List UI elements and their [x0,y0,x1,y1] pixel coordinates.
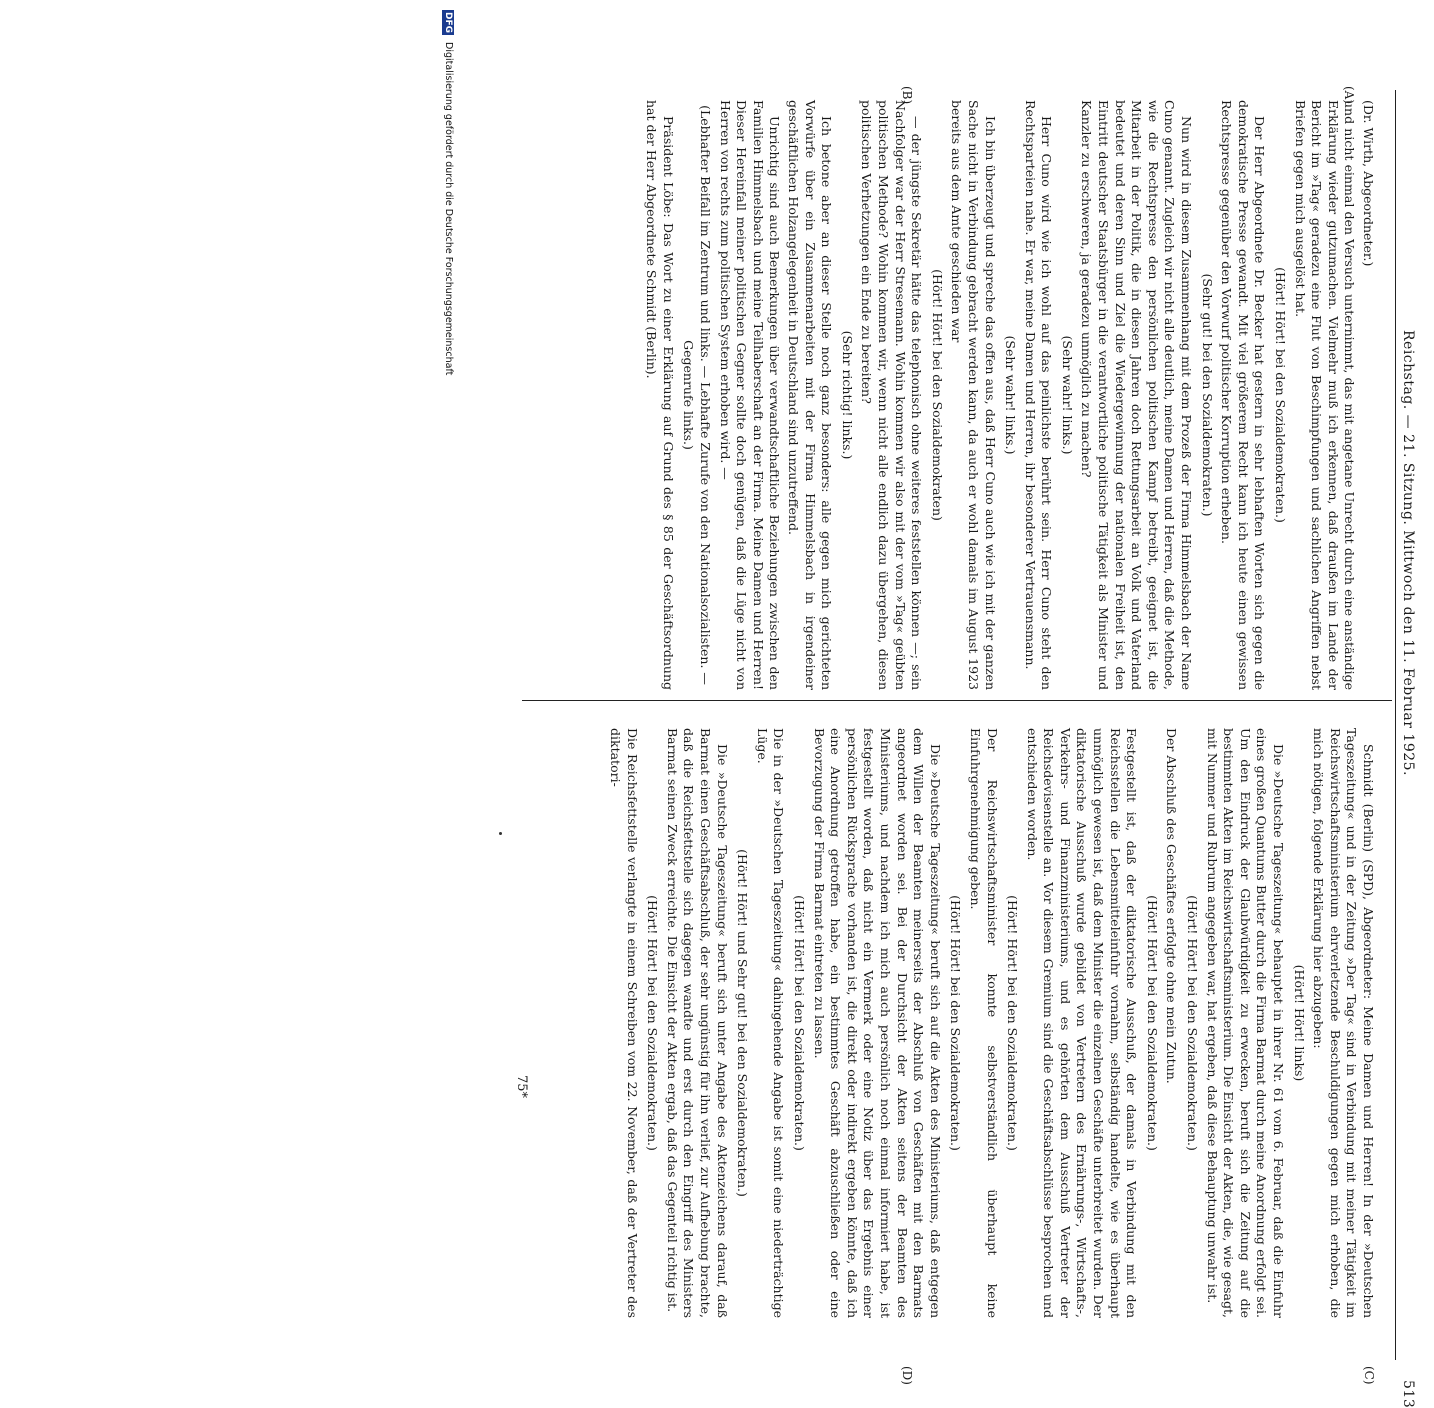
paragraph: Nun wird in diesem Zusammenhang mit dem Prozeß der Firma Himmelsbach der Name Cuno genannt. Zugleich wir nicht alle deutlich, meine Damen und Herren, daß die Methode, wie die Rechtspresse den persönlichen politischen Kampf betreibt, geeignet ist, die Mitarbeit in der Politik, die in diesen Jahren doch Rettungsarbeit an Volk und Vaterland bedeutet und deren Sinn und Ziel die Wiedergewinnung der nationalen Freiheit ist, den Eintritt deutscher Staatsbürger in die verantwortliche politische Tätigkeit als Minister und Kanzler zu erschweren, ja geradezu unmöglich zu machen? [1079,100,1195,690]
page-header: Reichstag. — 21. Sitzung. Mittwoch den 11. Februar 1925. [1400,330,1416,776]
paragraph: Die »Deutsche Tageszeitung« behauptet in ihrer Nr. 61 vom 6. Februar, daß die Einfuhr eines großen Quantums Butter durch die Firma Barmat durch meine Anordnung erfolgt sei. Um den Eindruck der Glaubwürdigkeit zu erwecken, beruft sich die Zeitung auf die bestimmten Akten im Reichswirtschaftsministerium. Die Einsicht der Akten, die, wie gesagt, mit Nummer und Rubrum angegeben war, hat ergeben, daß diese Behauptung unwahr ist. [1204,728,1287,1318]
paragraph: Die »Deutsche Tageszeitung« beruft sich auf die Akten des Ministeriums, daß entgegen dem Willen der Beamten meinerseits der Abschluß von Geschäften mit den Barmats angeordnet worden sei. Bei der Durchsicht der Akten seitens der Beamten des Ministeriums, und nachdem ich mich auch persönlich noch einmal informiert habe, ist festgestellt worden, daß nicht ein Vermerk oder eine Notiz über das Ergebnis einer persönlichen Rücksprache vorhanden ist, die direkt oder indirekt ergeben könnte, daß ich eine Anordnung getroffen habe, ein bestimmtes Geschäft abzuschließen oder eine Bevorzugung der Firma Barmat eintreten zu lassen. [811,728,943,1318]
margin-marker-b: (B) [900,86,914,105]
paragraph: Die Reichsfettstelle verlangte in einem Schreiben vom 22. November, daß der Vertreter des diktatori- [608,728,640,1318]
interjection: (Sehr gut! bei den Sozialdemokraten.) [1199,273,1215,517]
digitization-note [442,10,454,1010]
paragraph: und nicht einmal den Versuch unternimmt, das mit angetane Unrecht durch eine anständige Erklärung wieder gutzumachen. Vielmehr muß ich erkennen, daß draußen im Lande der Bericht im »Tag« geradezu eine Flut von Beschimpfungen und sachlichen Angriffen nebst Briefen gegen mich ausgelöst hat. [1292,100,1358,690]
interjection: (Sehr wahr! links.) [1059,335,1075,455]
speaker-statement: Schmidt (Berlin) (SPD), Abgeordneter: Meine Damen und Herren! In der »Deutschen Tageszeitung« und in der Zeitung »Der Tag« sind in Verbindung mit meiner Tätigkeit im Reichswirtschaftsministerium ehrverletzende Beschuldigungen gegen mich erhoben, die mich nötigen, folgende Erklärung hier abzugeben: [1311,728,1376,1318]
interjection: (Hört! Hört! bei den Sozialdemokraten) [929,269,945,521]
paragraph: Herr Cuno wird wie ich wohl auf das peinlichste berührt sein. Herr Cuno steht den Rechtsparteien nahe. Er war, meine Damen und Herren, ihr besonderer Vertrauensmann. [1022,100,1055,690]
paragraph: Der Abschluß des Geschäftes erfolgte ohne mein Zutun. [1164,728,1180,1084]
paragraph: Festgestellt ist, daß der diktatorische Ausschuß, der damals in Verbindung mit den Reichsstellen die Lebensmitteleinfuhr vornahm, selbständig handelte, wie es überhaupt unmöglich gewesen ist, daß dem Minister die einzelnen Geschäfte unterbreitet wurden. Der diktatorische Ausschuß wurde gebildet von Vertretern des Ernährungs-, Wirtschafts-, Verkehrs- und Finanzministeriums, und es gehörten dem Ausschuß Vertreter der Reichsdevisenstelle an. Vor diesem Gremium sind die Geschäftsabschlüsse besprochen und entschieden worden. [1024,728,1140,1318]
scan-speck [499,832,502,835]
signature-mark: 75* [514,1075,529,1099]
dfg-logo: DFG [443,12,453,34]
interjection: (Hört! Hört! bei den Sozialdemokraten.) [1144,895,1160,1151]
interjection: (Hört! Hört! bei den Sozialdemokraten.) [948,895,964,1151]
paragraph: Ich betone aber an dieser Stelle noch ganz besonders: alle gegen mich gerichteten Vorwürfe über ein Zusammenarbeiten mit der Firma Himmelsbach in irgendeiner geschäftlichen Holzangelegenheit in Deutschland sind unzutreffend. [786,100,835,690]
interjection: (Hört! Hört! bei den Sozialdemokraten.) [792,895,807,1151]
left-column [641,100,1376,690]
president-statement: Präsident Löbe: Das Wort zu einer Erklärung auf Grund des § 85 der Geschäftsordnung hat der Herr Abgeordnete Schmidt (Berlin). [644,100,676,690]
interjection: (Sehr richtig! links.) [839,330,855,460]
interjection: (Hört! Hört! links) [1291,964,1307,1082]
interjection: (Hört! Hört! bei den Sozialdemokraten.) [645,895,661,1151]
right-column [604,728,1376,1318]
paragraph: Unrichtig sind auch Bemerkungen über verwandtschaftliche Beziehungen zwischen den Familien Himmelsbach und meine Teilhaberschaft an der Firma. Meine Damen und Herren! Dieser Hereinfall meiner politischen Gegner sollte doch genügen, daß die Lüge nicht von Herren von rechts zum politischen System erhoben wird. — [717,100,783,690]
paragraph: Der Reichswirtschaftsminister konnte selbstverständlich überhaupt keine Einfuhrgenehmigung geben. [967,728,1000,1318]
header-rule [1395,90,1396,1360]
margin-marker-d: (D) [900,1366,914,1385]
paragraph: Die in der »Deutschen Tageszeitung« dahingehende Angabe ist somit eine niederträchtige Lüge. [754,728,787,1318]
interjection: (Hört! Hört! bei den Sozialdemokraten.) [1185,895,1201,1151]
column-rule [522,700,1392,701]
paragraph: — der jüngste Sekretär hätte das telephonisch ohne weiteres feststellen können —; sein Nachfolger war der Herr Stresemann. Wohin kommen wir also mit der vom »Tag« geübten politischen Methode? Wohin kommen wir, wenn nicht alle endlich dazu übergehen, diesen politischen Verhetzungen ein Ende zu bereiten? [859,100,925,690]
paragraph: Die »Deutsche Tageszeitung« beruft sich unter Angabe des Aktenzeichens darauf, daß Barmat einen Geschäftsabschluß, der sehr ungünstig für ihn verlief, zur Aufhebung brachte, daß die Reichsfettstelle sich dagegen wandte und erst durch den Eingriff des Ministers Barmat seinen Zweck erreichte. Die Einsicht der Akten ergab, daß das Gegenteil richtig ist. [664,728,730,1318]
interjection: (Hört! Hört! und Sehr gut! bei den Sozialdemokraten.) [735,849,751,1197]
page-number: 513 [1400,1380,1416,1408]
interjection: (Lebhafter Beifall im Zentrum und links. — Lebhafte Zurufe von den Nationalsozialisten. — Gegenrufe links.) [681,105,714,685]
digitization-text: Digitalisierung gefördert durch die Deutsche Forschungsgemeinschaft [443,42,454,376]
interjection: (Sehr wahr! links.) [1003,335,1019,455]
margin-marker-a: (A) [1342,86,1356,105]
speaker-continuation: (Dr. Wirth, Abgeordneter.) [1361,100,1376,267]
interjection: (Hört! Hört! bei den Sozialdemokraten.) [1273,267,1289,523]
margin-marker-c: (C) [1362,1366,1376,1385]
interjection: (Hört! Hört! bei den Sozialdemokraten.) [1005,895,1021,1151]
paragraph: Ich bin überzeugt und spreche das offen aus, daß Herr Cuno auch wie ich mit der ganzen Sache nicht in Verbindung gebracht werden kann, da auch er wohl damals im August 1923 bereits aus dem Amte geschieden war [949,100,998,690]
paragraph: Der Herr Abgeordnete Dr. Becker hat gestern in sehr lebhaften Worten sich gegen die demokratische Presse gewandt. Mit viel größerem Recht kann ich heute einen gewissen Rechtspresse gegenüber den Vorwurf politischer Korruption erheben. [1219,100,1268,690]
